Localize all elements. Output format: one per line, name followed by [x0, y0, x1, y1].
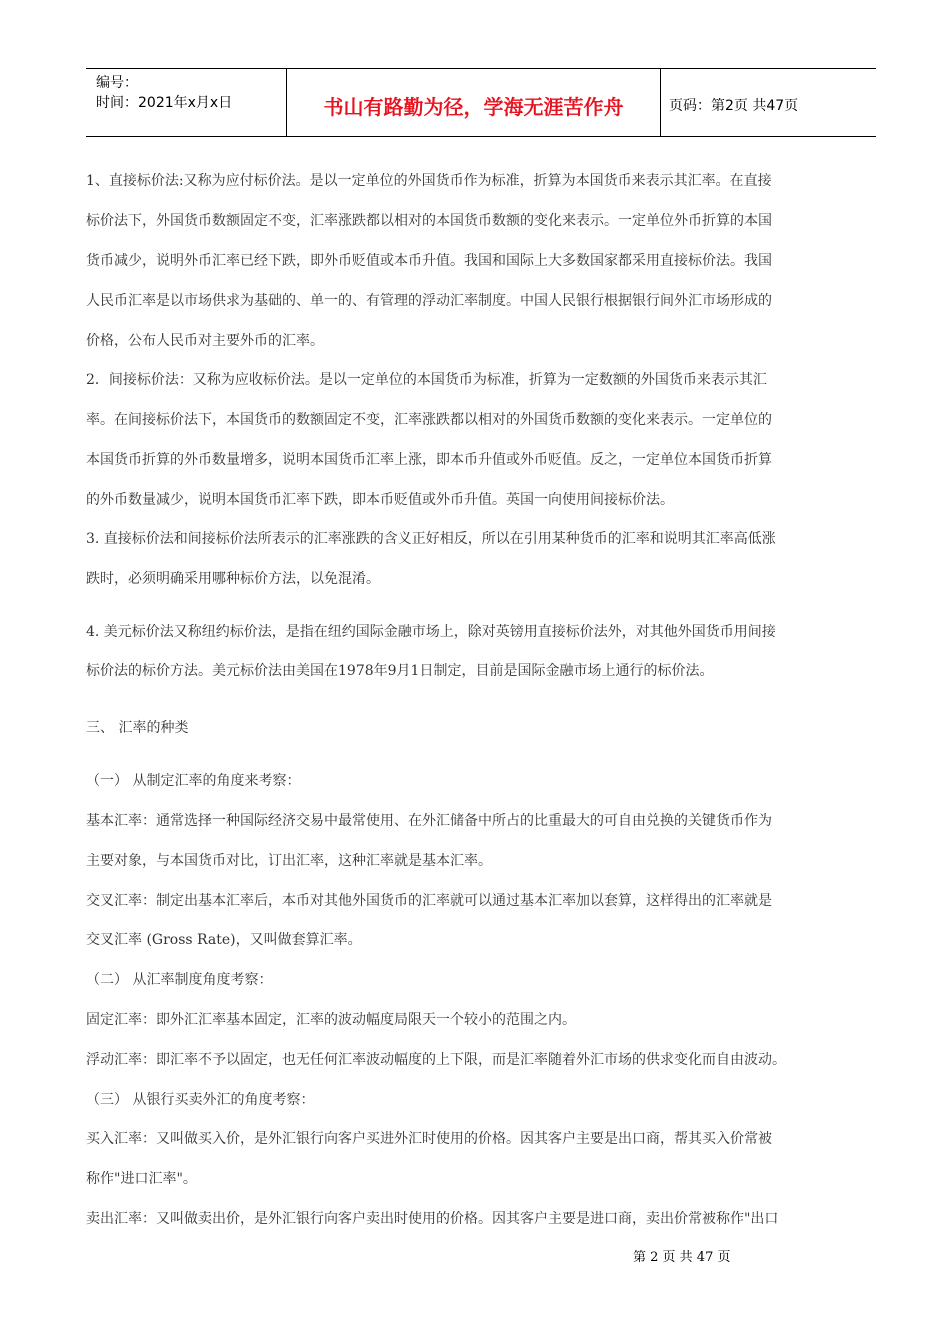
body-line: 3. 直接标价法和间接标价法所表示的汇率涨跌的含义正好相反，所以在引用某种货币的汇率和说明其汇率高低涨: [86, 531, 776, 547]
body-line: 人民币汇率是以市场供求为基础的、单一的、有管理的浮动汇率制度。中国人民银行根据银行间外汇市场形成的: [86, 293, 772, 309]
body-line: 本国货币折算的外币数量增多，说明本国货币汇率上涨，即本币升值或外币贬值。反之，一定单位本国货币折算: [86, 452, 772, 468]
body-line: 价格，公布人民币对主要外币的汇率。: [86, 333, 324, 349]
body-line: 买入汇率：又叫做买入价，是外汇银行向客户买进外汇时使用的价格。因其客户主要是出口商，帮其买入价常被: [86, 1131, 772, 1147]
body-line: 称作"进口汇率"。: [86, 1171, 197, 1187]
header-motto-cell: [286, 69, 661, 136]
body-line: 4. 美元标价法又称纽约标价法，是指在纽约国际金融市场上，除对英镑用直接标价法外，对其他外国货币用间接: [86, 624, 776, 640]
body-line: 货币减少，说明外币汇率已经下跌，即外币贬值或本币升值。我国和国际上大多数国家都采用直接标价法。我国: [86, 253, 772, 269]
body-line: 基本汇率：通常选择一种国际经济交易中最常使用、在外汇储备中所占的比重最大的可自由兑换的关键货币作为: [86, 813, 772, 829]
body-line: 交叉汇率：制定出基本汇率后，本币对其他外国货币的汇率就可以通过基本汇率加以套算，这样得出的汇率就是: [86, 893, 772, 909]
body-line: 主要对象，与本国货币对比，订出汇率，这种汇率就是基本汇率。: [86, 853, 492, 869]
body-line: 标价法下，外国货币数额固定不变，汇率涨跌都以相对的本国货币数额的变化来表示。一定单位外币折算的本国: [86, 213, 772, 229]
subsection-heading: （一） 从制定汇率的角度来考察：: [86, 773, 301, 789]
body-line: 标价法的标价方法。美元标价法由美国在1978年9月1日制定，目前是国际金融市场上通行的标价法。: [86, 663, 714, 679]
subsection-heading: （二） 从汇率制度角度考察：: [86, 972, 273, 988]
body-line: 1、直接标价法:又称为应付标价法。是以一定单位的外国货币作为标准，折算为本国货币来表示其汇率。在直接: [86, 173, 772, 189]
subsection-heading: （三） 从银行买卖外汇的角度考察：: [86, 1092, 315, 1108]
header-page-cell: [660, 69, 876, 136]
document-number-label: 编号：: [96, 75, 138, 91]
section-heading: 三、 汇率的种类: [86, 720, 189, 736]
header-page-code: 页码：第2页 共47页: [669, 98, 799, 114]
header-motto: 书山有路勤为径，学海无涯苦作舟: [323, 95, 624, 119]
body-line: 固定汇率：即外汇汇率基本固定，汇率的波动幅度局限天一个较小的范围之内。: [86, 1012, 576, 1028]
page-header: [86, 68, 876, 137]
page-footer: 第 2 页 共 47 页: [633, 1250, 731, 1265]
body-line: 的外币数量减少，说明本国货币汇率下跌，即本币贬值或外币升值。英国一向使用间接标价法。: [86, 492, 674, 508]
body-line: 跌时，必须明确采用哪种标价方法，以免混淆。: [86, 571, 380, 587]
body-line: 交叉汇率 (Gross Rate)，又叫做套算汇率。: [86, 932, 362, 948]
body-line: 卖出汇率：又叫做卖出价，是外汇银行向客户卖出时使用的价格。因其客户主要是进口商，卖出价常被称作"出口: [86, 1211, 779, 1227]
body-line: 率。在间接标价法下，本国货币的数额固定不变，汇率涨跌都以相对的外国货币数额的变化来表示。一定单位的: [86, 412, 772, 428]
document-time-label: 时间：2021年x月x日: [96, 95, 233, 111]
header-meta-cell: [86, 69, 286, 136]
body-line: 浮动汇率：即汇率不予以固定，也无任何汇率波动幅度的上下限，而是汇率随着外汇市场的供求变化而自由波动。: [86, 1052, 786, 1068]
body-line: 2．间接标价法：又称为应收标价法。是以一定单位的本国货币为标准，折算为一定数额的外国货币来表示其汇: [86, 372, 767, 388]
